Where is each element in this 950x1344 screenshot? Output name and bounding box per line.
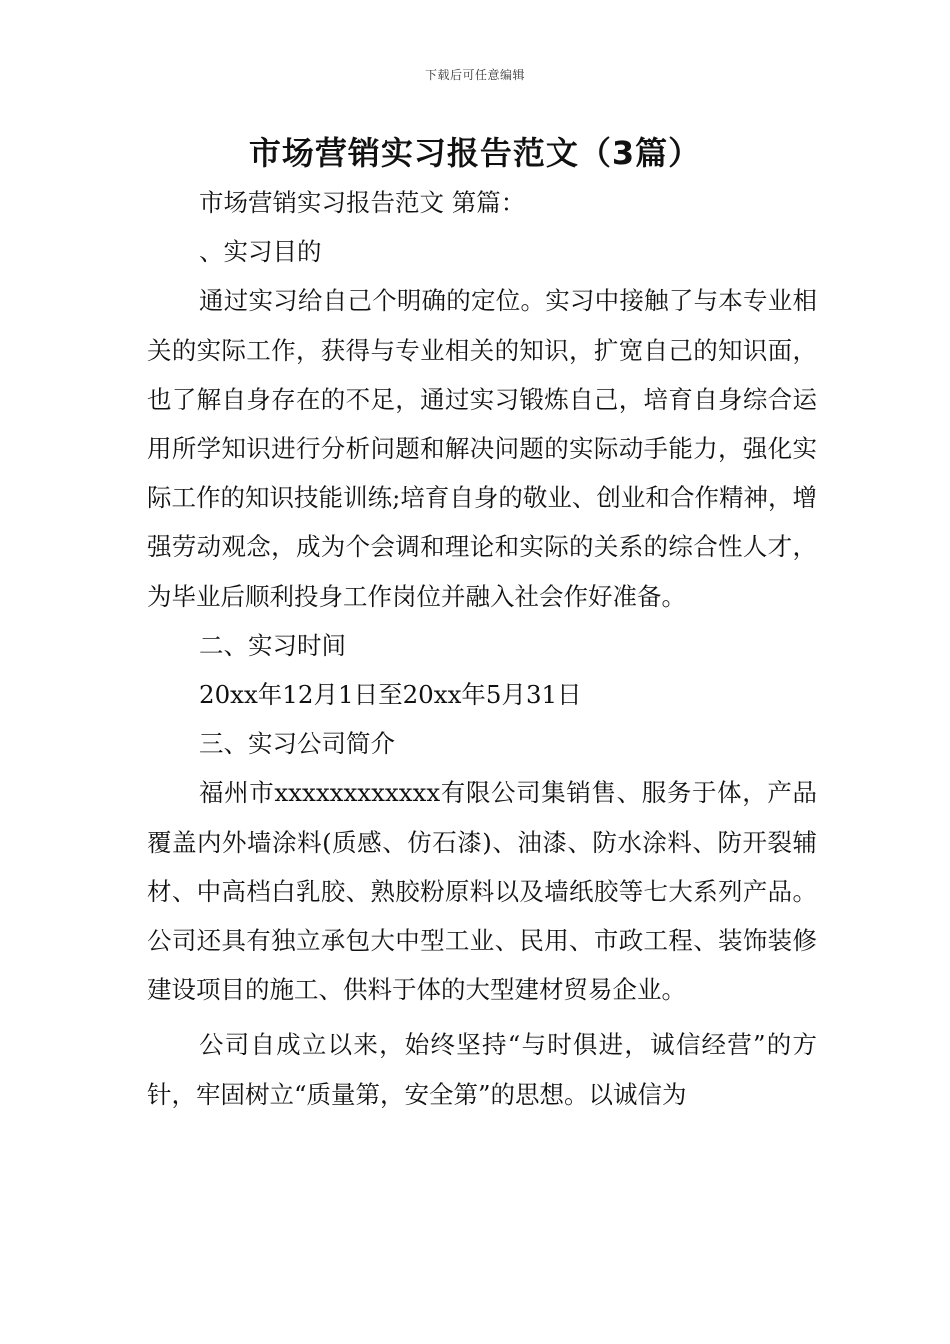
paragraph-purpose: 通过实习给自己个明确的定位。实习中接触了与本专业相关的实际工作，获得与专业相关的知识，扩宽自己的知识面，也了解自身存在的不足，通过实习锻炼自己，培育自身综合运用所学知识进行分析问题和解决问题的实际动手能力，强化实际工作的知识技能训练;培育自身的敬业、创业和合作精神，增强劳动观念，成为个会调和理论和实际的关系的综合性人才，为毕业后顺利投身工作岗位并融入社会作好准备。	[147, 286, 817, 611]
paragraph-principles: 公司自成立以来，始终坚持“与时俱进，诚信经营”的方针，牢固树立“质量第，安全第”的思想。以诚信为	[147, 1030, 817, 1109]
paragraph-time: 20xx年12月1日至20xx年5月31日	[199, 680, 582, 710]
document-title: 市场营销实习报告范文（3篇）	[248, 134, 702, 172]
subtitle-line: 市场营销实习报告范文 第篇：	[199, 188, 526, 217]
section-heading-purpose: 、实习目的	[199, 237, 322, 267]
watermark-text: 下载后可任意编辑	[424, 68, 525, 82]
section-heading-time: 二、实习时间	[199, 630, 346, 660]
section-heading-company: 三、实习公司简介	[199, 729, 395, 759]
paragraph-company: 福州市xxxxxxxxxxxx有限公司集销售、服务于体，产品覆盖内外墙涂料(质感、仿石漆)、油漆、防水涂料、防开裂辅材、中高档白乳胶、熟胶粉原料以及墙纸胶等七大系列产品。公司还具有独立承包大中型工业、民用、市政工程、装饰装修建设项目的施工、供料于体的大型建材贸易企业。	[147, 778, 817, 1005]
document-body	[147, 178, 817, 1119]
